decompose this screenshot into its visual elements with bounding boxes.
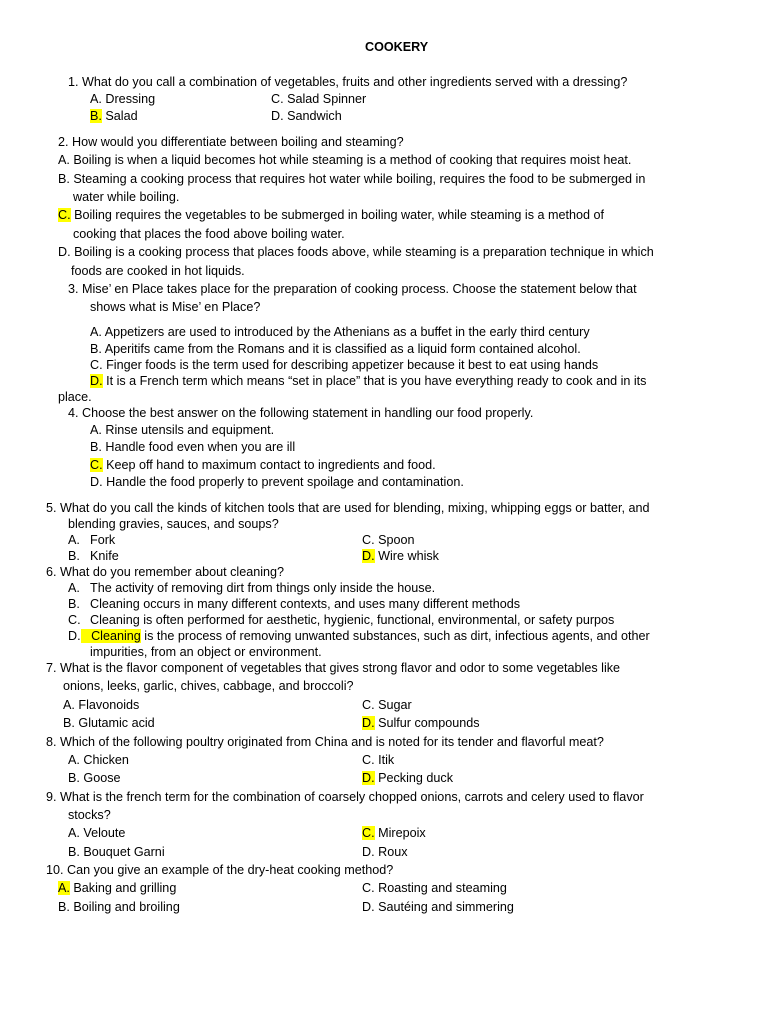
answer-highlight: A. [58,881,70,895]
q4-option-d: D. Handle the food properly to prevent spoilage and contamination. [90,475,464,489]
q8-option-c: C. Itik [362,753,395,767]
q9-option-d: D. Roux [362,845,408,859]
q6-option-d [68,628,650,644]
option-text: Salad [101,109,138,123]
option-letter: B. [68,549,80,563]
answer-highlight: C. [58,208,71,222]
q7-option-c: C. Sugar [362,698,412,712]
q2-option-c-cont: cooking that places the food above boiling water. [73,227,345,241]
option-text: is the process of removing unwanted substances, such as dirt, infectious agents, and other [140,629,650,643]
option-text: The activity of removing dirt from things only inside the house. [90,581,436,595]
q5-option-d [362,548,439,564]
question-5-cont: blending gravies, sauces, and soups? [68,517,279,531]
q5-option-b [68,548,119,564]
q4-option-c [90,457,436,473]
option-letter: A. [68,533,80,547]
q7-option-d [362,715,480,731]
question-1: 1. What do you call a combination of vegetables, fruits and other ingredients served with a dressing? [68,75,628,89]
answer-highlight: C. [90,458,103,472]
answer-highlight: C. [362,826,375,840]
option-letter: B. [68,597,80,611]
q2-option-c [58,207,604,223]
question-6: 6. What do you remember about cleaning? [46,565,285,579]
q2-option-b: B. Steaming a cooking process that requires hot water while boiling, requires the food to be submerged in [58,172,646,186]
q10-option-c: C. Roasting and steaming [362,881,507,895]
option-text: Knife [90,549,119,563]
option-letter: D. [68,629,81,643]
option-text: Cleaning occurs in many different contexts, and uses many different methods [90,597,521,611]
question-10: 10. Can you give an example of the dry-heat cooking method? [46,863,394,877]
q10-option-b: B. Boiling and broiling [58,900,180,914]
option-text: Wire whisk [374,549,439,563]
q10-option-d: D. Sautéing and simmering [362,900,514,914]
question-7-cont: onions, leeks, garlic, chives, cabbage, and broccoli? [63,679,354,693]
q2-option-d: D. Boiling is a cooking process that places foods above, while steaming is a preparation technique in which [58,245,654,259]
answer-highlight: D. [362,771,375,785]
question-4: 4. Choose the best answer on the following statement in handling our food properly. [68,406,534,420]
q9-option-c [362,825,426,841]
q3-option-d [90,373,646,389]
q9-option-b: B. Bouquet Garni [68,845,165,859]
q8-option-d [362,770,453,786]
q2-option-a: A. Boiling is when a liquid becomes hot while steaming is a method of cooking that requires moist heat. [58,153,632,167]
page-title: COOKERY [365,40,429,54]
q1-option-b [90,108,138,124]
q3-option-a: A. Appetizers are used to introduced by the Athenians as a buffet in the early third century [90,325,590,339]
q10-option-a [58,880,176,896]
q8-option-a: A. Chicken [68,753,129,767]
q7-option-a: A. Flavonoids [63,698,140,712]
answer-highlight: D. [90,374,103,388]
option-text: Pecking duck [374,771,453,785]
option-text: Cleaning is often performed for aesthetic, hygienic, functional, environmental, or safety purpos [90,613,615,627]
q1-option-a: A. Dressing [90,92,156,106]
answer-highlight: D. [362,549,375,563]
q3-option-d-cont: place. [58,390,92,404]
q8-option-b: B. Goose [68,771,121,785]
option-text: Baking and grilling [69,881,177,895]
question-3-cont: shows what is Mise’ en Place? [90,300,261,314]
q1-option-c: C. Salad Spinner [271,92,367,106]
option-text: Keep off hand to maximum contact to ingredients and food. [102,458,436,472]
option-text: Sulfur compounds [374,716,480,730]
q7-option-b: B. Glutamic acid [63,716,155,730]
q5-option-c: C. Spoon [362,533,415,547]
q6-option-d-cont: impurities, from an object or environment. [90,645,322,659]
option-text: It is a French term which means “set in place” that is you have everything ready to cook and in its [102,374,647,388]
answer-highlight: D. [362,716,375,730]
q3-option-c: C. Finger foods is the term used for describing appetizer because it best to eat using hands [90,358,599,372]
q6-option-a [68,580,436,596]
option-letter: C. [68,613,81,627]
option-letter: A. [68,581,80,595]
q1-option-d: D. Sandwich [271,109,342,123]
question-9-cont: stocks? [68,808,111,822]
answer-highlight: Cleaning [80,629,141,643]
q5-option-a [68,532,116,548]
answer-highlight: B. [90,109,102,123]
option-text: Boiling requires the vegetables to be submerged in boiling water, while steaming is a method of [70,208,605,222]
q4-option-a: A. Rinse utensils and equipment. [90,423,275,437]
q6-option-b [68,596,521,612]
option-text: Mirepoix [374,826,426,840]
q3-option-b: B. Aperitifs came from the Romans and it is classified as a liquid form contained alcohol. [90,342,581,356]
question-8: 8. Which of the following poultry originated from China and is noted for its tender and flavorful meat? [46,735,604,749]
q6-option-c [68,612,615,628]
question-5: 5. What do you call the kinds of kitchen tools that are used for blending, mixing, whipping eggs or batter, and [46,501,650,515]
question-3: 3. Mise’ en Place takes place for the preparation of cooking process. Choose the statement below that [68,282,637,296]
q2-option-b-cont: water while boiling. [73,190,180,204]
q9-option-a: A. Veloute [68,826,126,840]
question-9: 9. What is the french term for the combination of coarsely chopped onions, carrots and celery used to flavor [46,790,644,804]
question-7: 7. What is the flavor component of vegetables that gives strong flavor and odor to some vegetables like [46,661,621,675]
question-2: 2. How would you differentiate between boiling and steaming? [58,135,404,149]
option-text: Fork [90,533,116,547]
q2-option-d-cont: foods are cooked in hot liquids. [71,264,245,278]
q4-option-b: B. Handle food even when you are ill [90,440,296,454]
